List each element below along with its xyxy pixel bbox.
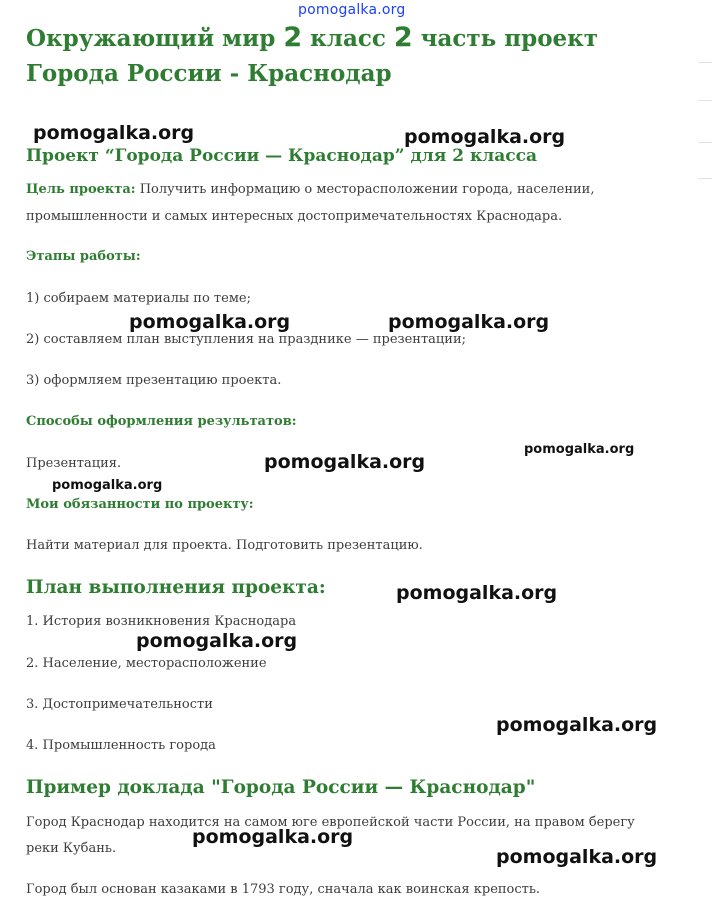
- page-title: [26, 20, 686, 91]
- results-label: Способы оформления результатов:: [26, 414, 297, 429]
- plan-item: 4. Промышленность города: [26, 738, 216, 753]
- goal-paragraph: [26, 176, 594, 203]
- edge-rule: [698, 62, 712, 63]
- report-paragraph-line-2: реки Кубань.: [26, 841, 117, 856]
- watermark: pomogalka.org: [33, 122, 195, 144]
- report-paragraph: Город был основан казаками в 1793 году, сначала как воинская крепость.: [26, 882, 541, 897]
- project-heading: Проект “Города России — Краснодар” для 2 класса: [26, 146, 538, 166]
- watermark: pomogalka.org: [52, 478, 163, 493]
- edge-rule: [698, 178, 712, 179]
- plan-item: 3. Достопримечательности: [26, 697, 213, 712]
- duties-label: Мои обязанности по проекту:: [26, 497, 254, 512]
- title-part-number: 2: [393, 22, 413, 53]
- stages-label: Этапы работы:: [26, 249, 141, 264]
- watermark: pomogalka.org: [264, 451, 426, 473]
- goal-label: Цель проекта:: [26, 182, 136, 197]
- stage-item: 3) оформляем презентацию проекта.: [26, 373, 282, 388]
- edge-rule: [698, 100, 712, 101]
- stage-item: 1) собираем материалы по теме;: [26, 291, 251, 306]
- watermark: pomogalka.org: [524, 442, 635, 457]
- watermark: pomogalka.org: [388, 311, 550, 333]
- plan-heading: План выполнения проекта:: [26, 577, 326, 598]
- goal-text: Получить информацию о месторасположении города, населении,: [135, 182, 595, 197]
- title-text: Окружающий мир: [26, 25, 284, 52]
- title-grade-number: 2: [283, 22, 303, 53]
- report-heading: Пример доклада "Города России — Краснодар": [26, 777, 536, 798]
- report-paragraph: Город Краснодар находится на самом юге европейской части России, на правом берегу: [26, 815, 635, 830]
- plan-item: 1. История возникновения Краснодара: [26, 614, 297, 629]
- title-text: часть проект Города России - Краснодар: [26, 25, 599, 87]
- watermark: pomogalka.org: [496, 846, 658, 868]
- top-watermark: pomogalka.org: [298, 2, 406, 18]
- edge-rule: [698, 142, 712, 143]
- watermark: pomogalka.org: [396, 582, 558, 604]
- goal-paragraph-line-2: промышленности и самых интересных достопримечательностях Краснодара.: [26, 209, 563, 224]
- title-text: класс: [302, 25, 394, 52]
- results-text: Презентация.: [26, 456, 122, 471]
- watermark: pomogalka.org: [129, 311, 291, 333]
- plan-item: 2. Население, месторасположение: [26, 656, 267, 671]
- duties-text: Найти материал для проекта. Подготовить презентацию.: [26, 538, 423, 553]
- watermark: pomogalka.org: [496, 714, 658, 736]
- watermark: pomogalka.org: [404, 126, 566, 148]
- watermark: pomogalka.org: [192, 826, 354, 848]
- watermark: pomogalka.org: [136, 630, 298, 652]
- stage-item: 2) составляем план выступления на празднике — презентации;: [26, 332, 466, 347]
